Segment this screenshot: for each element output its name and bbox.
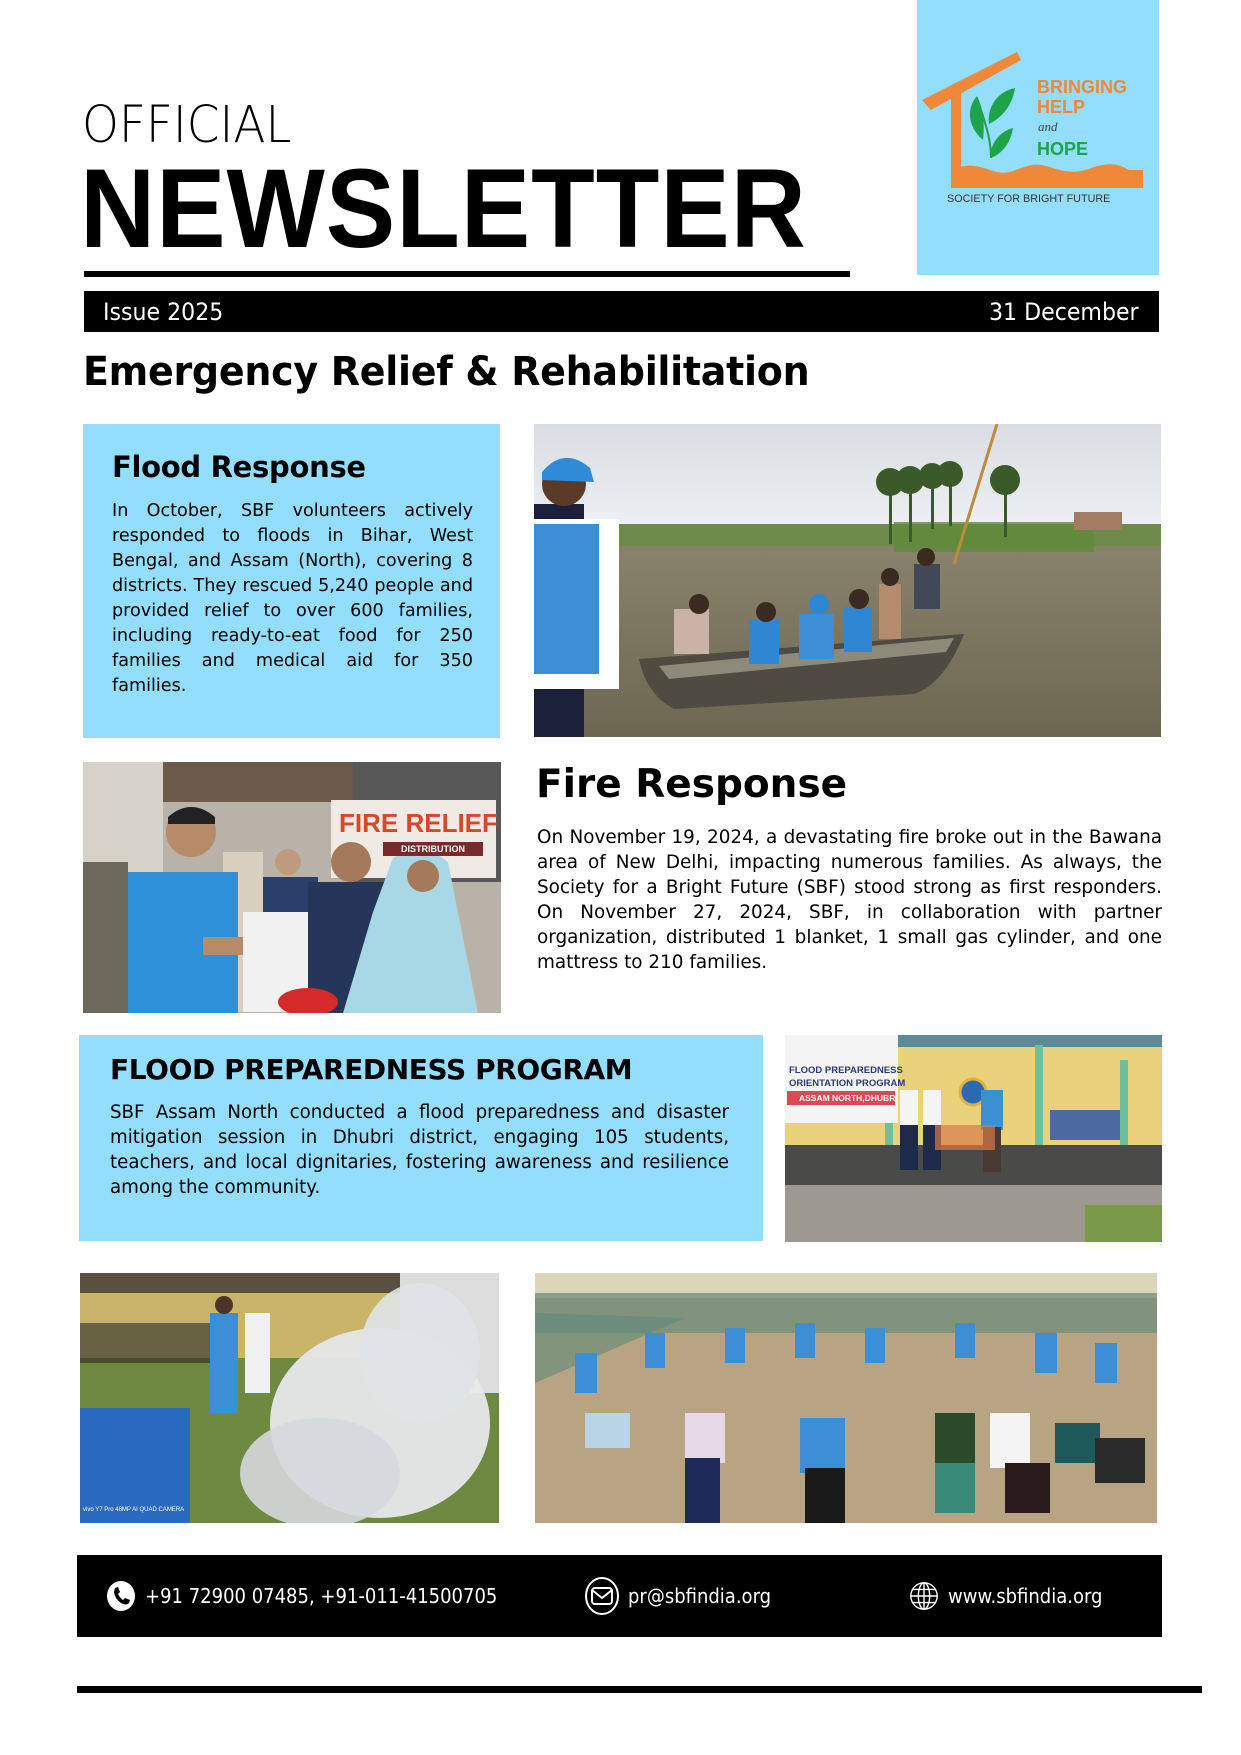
camera-watermark: vivo Y7 Pro 48MP AI QUAD CAMERA xyxy=(83,1507,185,1513)
logo-line-and: and xyxy=(1038,119,1058,134)
footer-website[interactable] xyxy=(908,1555,1120,1637)
logo-line-bringing: BRINGING xyxy=(1037,77,1127,97)
orientation-program-photo xyxy=(785,1035,1162,1242)
newsletter-title: NEWSLETTER xyxy=(80,146,807,271)
flood-preparedness-body: SBF Assam North conducted a flood preparedness and disaster mitigation session in Dhubri district, engaging 105 students, teachers, and local dignitaries, fostering awareness and resilience among the community. xyxy=(110,1102,729,1198)
footer-phone-text: +91 72900 07485, +91-011-41500705 xyxy=(145,1584,498,1608)
newsletter-kicker: OFFICIAL xyxy=(82,96,292,155)
issue-date: 31 December xyxy=(989,297,1139,326)
orientation-banner-line3: ASSAM NORTH,DHUBRI xyxy=(799,1093,898,1103)
footer-email-text: pr@sbfindia.org xyxy=(628,1584,772,1608)
email-icon xyxy=(584,1576,620,1616)
logo-panel xyxy=(917,0,1159,275)
bottom-divider xyxy=(77,1686,1202,1693)
logo-leaf xyxy=(970,96,984,140)
logo-leaf xyxy=(989,88,1015,124)
footer-email[interactable] xyxy=(584,1555,787,1637)
fire-relief-banner-subtext: DISTRIBUTION xyxy=(383,842,483,856)
fire-drill-smoke-photo xyxy=(80,1273,499,1523)
section-title: Emergency Relief & Rehabilitation xyxy=(83,349,810,395)
flood-rescue-boat-photo xyxy=(534,424,1161,737)
flood-response-body: In October, SBF volunteers actively responded to floods in Bihar, West Bengal, and Assam (North), covering 8 districts. They rescued 5,240 people and provided relief to over 600 families, including ready-to-eat food for 250 families and medical aid for 350 families. xyxy=(112,501,473,696)
logo-org-name: SOCIETY FOR BRIGHT FUTURE xyxy=(947,193,1111,205)
orientation-banner-line2: ORIENTATION PROGRAM xyxy=(789,1078,906,1089)
logo-line-help: HELP xyxy=(1037,97,1086,117)
fire-response-title: Fire Response xyxy=(536,762,848,807)
fire-relief-distribution-photo xyxy=(83,762,501,1013)
footer-website-text: www.sbfindia.org xyxy=(948,1584,1103,1608)
flood-drill-exercise-photo xyxy=(535,1273,1157,1523)
flood-preparedness-title: FLOOD PREPAREDNESS PROGRAM xyxy=(110,1053,633,1086)
logo-leaf xyxy=(991,128,1013,158)
orientation-banner-line1: FLOOD PREPAREDNESS xyxy=(789,1065,903,1076)
contact-footer xyxy=(77,1555,1162,1637)
fire-response-body: On November 19, 2024, a devastating fire broke out in the Bawana area of New Delhi, impacting numerous families. As always, the Society for a Bright Future (SBF) stood strong as first responders. On November 27, 2024, SBF, in collaboration with partner organization, distributed 1 blanket, 1 small gas cylinder, and one mattress to 210 families. xyxy=(537,827,1162,973)
fire-relief-banner-text: FIRE RELIEF xyxy=(339,808,498,838)
issue-number: Issue 2025 xyxy=(103,297,224,326)
flood-response-card xyxy=(83,424,500,738)
flood-preparedness-card xyxy=(79,1035,763,1241)
logo-wave xyxy=(951,164,1143,188)
logo-line-hope: HOPE xyxy=(1037,139,1089,159)
sbf-logo xyxy=(917,0,1159,275)
issue-bar xyxy=(84,291,1159,332)
title-divider xyxy=(84,271,850,277)
flood-response-title: Flood Response xyxy=(112,450,366,484)
footer-phone[interactable] xyxy=(105,1555,537,1637)
phone-icon xyxy=(105,1579,137,1613)
globe-icon xyxy=(908,1579,940,1613)
